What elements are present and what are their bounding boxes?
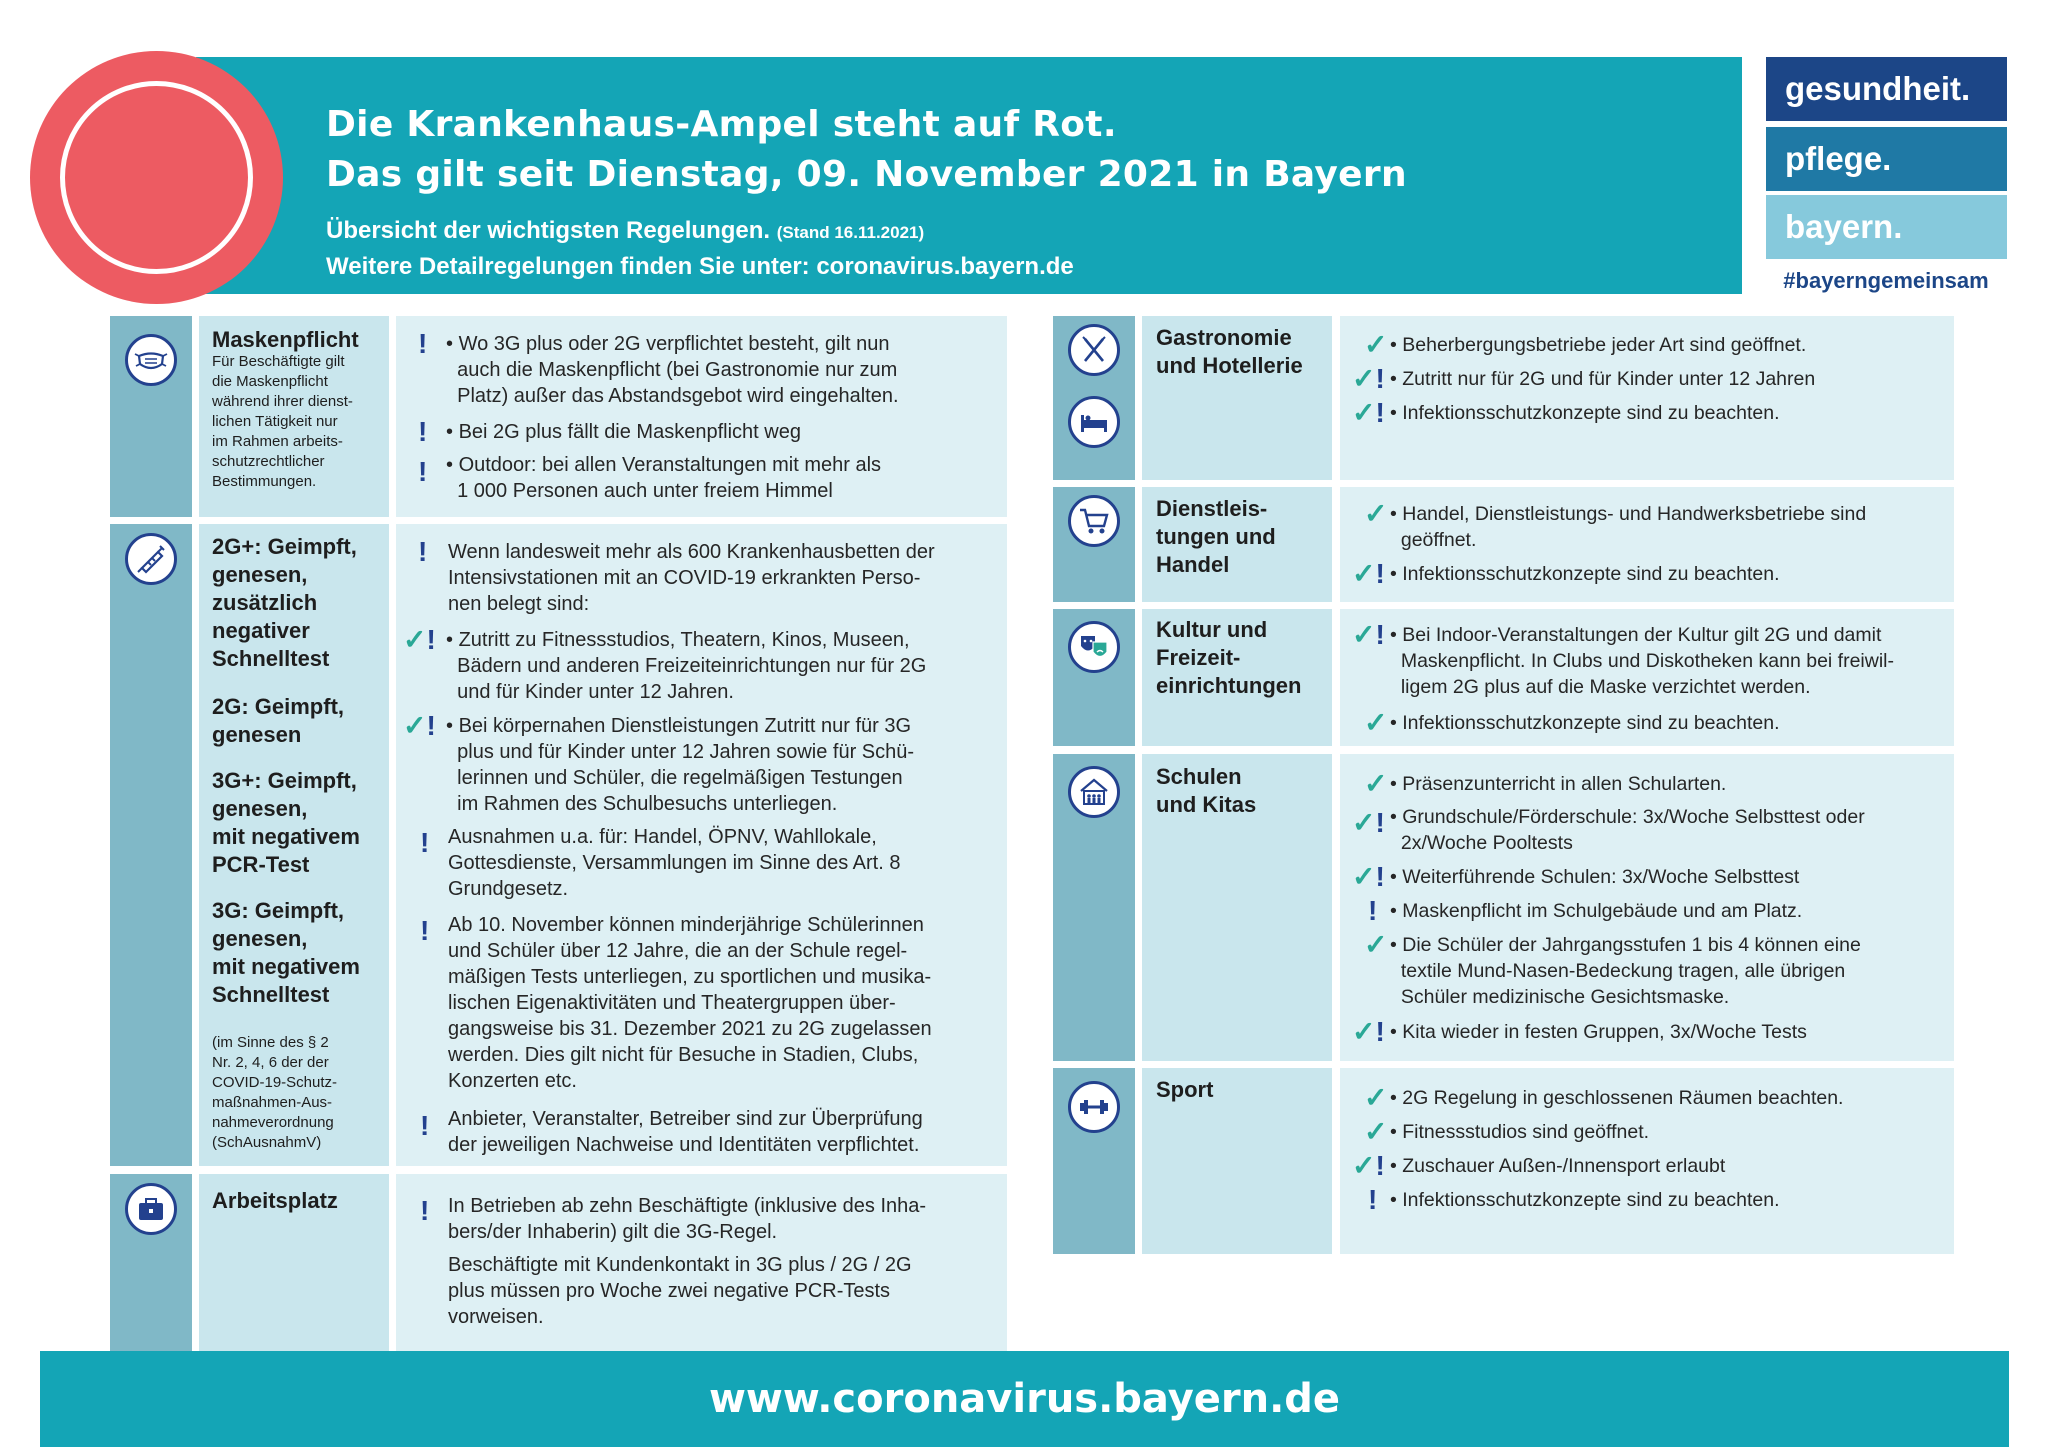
gastro-item-1: • Beherbergungsbetriebe jeder Art sind geöffnet. (1390, 334, 1807, 356)
check-excl-mark: ✓! (1352, 363, 1385, 394)
subtitle: Übersicht der wichtigsten Regelungen. (Stand 16.11.2021) (326, 217, 925, 244)
check-excl-mark: ✓! (403, 710, 436, 741)
gastro-item-2: • Zutritt nur für 2G und für Kinder unter 12 Jahren (1390, 368, 1816, 390)
zugang-para-1: Ausnahmen u.a. für: Handel, ÖPNV, Wahllokale, Gottesdienste, Versammlungen im Sinne des Art. 8 Grundgesetz. (448, 826, 901, 900)
footer-url[interactable]: www.coronavirus.bayern.de (708, 1376, 1341, 1422)
excl-mark: ! (1368, 895, 1378, 926)
cutlery-icon (1068, 324, 1120, 376)
hashtag: #bayerngemeinsam (1783, 268, 1989, 293)
masken-title: Maskenpflicht (212, 327, 359, 352)
zugang-title-3gplus: 3G+: Geimpft, genesen, mit negativem PCR-Test (212, 768, 360, 877)
footer-band (40, 1351, 2009, 1447)
arbeit-title: Arbeitsplatz (212, 1188, 338, 1213)
dienst-item-1: • Handel, Dienstleistungs- und Handwerksbetriebe sind geöffnet. (1390, 503, 1867, 551)
header-text (326, 100, 1407, 284)
schulen-item-3: • Weiterführende Schulen: 3x/Woche Selbsttest (1390, 866, 1800, 888)
mask-icon (125, 334, 177, 386)
dumbbell-icon (1068, 1081, 1120, 1133)
masken-item-2: • Bei 2G plus fällt die Maskenpflicht weg (446, 421, 801, 443)
bed-icon (1068, 396, 1120, 448)
page-title (326, 100, 1407, 200)
excl-mark: ! (418, 328, 428, 359)
stand-date: (Stand 16.11.2021) (776, 223, 925, 242)
schulen-item-4: • Maskenpflicht im Schulgebäude und am Platz. (1390, 900, 1803, 922)
arbeit-para-2: Beschäftigte mit Kundenkontakt in 3G plus / 2G / 2G plus müssen pro Woche zwei negative PCR-Tests vorweisen. (448, 1254, 912, 1328)
check-mark: ✓ (1364, 707, 1388, 738)
excl-mark: ! (418, 456, 428, 487)
gastro-title: Gastronomie und Hotellerie (1156, 325, 1303, 378)
check-excl-mark: ✓! (1352, 558, 1385, 589)
traffic-light-red-icon (30, 51, 283, 304)
schulen-title: Schulen und Kitas (1156, 764, 1257, 817)
check-mark: ✓ (1364, 498, 1388, 529)
sport-item-2: • Fitnessstudios sind geöffnet. (1390, 1121, 1650, 1143)
masken-item-1: • Wo 3G plus oder 2G verpflichtet besteht, gilt nun auch die Maskenpflicht (bei Gastronomie nur zum Platz) außer das Abstandsgebot wird eingehalten. (446, 333, 899, 407)
sport-item-3: • Zuschauer Außen-/Innensport erlaubt (1390, 1155, 1726, 1177)
cart-icon (1068, 495, 1120, 547)
zugang-title-3g: 3G: Geimpft, genesen, mit negativem Schnelltest (212, 898, 360, 1007)
check-excl-mark: ✓! (1352, 619, 1385, 650)
excl-mark: ! (420, 1110, 430, 1141)
excl-mark: ! (418, 416, 428, 447)
logo-bayern: bayern. (1766, 195, 2007, 259)
check-excl-mark: ✓! (1352, 807, 1385, 838)
masken-item-3: • Outdoor: bei allen Veranstaltungen mit mehr als 1 000 Personen auch unter freiem Himmel (446, 454, 882, 502)
logo-pflege: pflege. (1766, 127, 2007, 191)
school-icon (1068, 766, 1120, 818)
zugang-bullet-2: • Bei körpernahen Dienstleistungen Zutritt nur für 3G plus und für Kinder unter 12 Jahren sowie für Schü- lerinnen und Schüler, die regelmäßigen Testungen im Rahmen des Schulbesuchs unterliegen. (446, 715, 915, 815)
zugang-icon-cell (110, 524, 192, 1166)
schulen-item-6: • Kita wieder in festen Gruppen, 3x/Woche Tests (1390, 1021, 1807, 1043)
check-excl-mark: ✓! (1352, 861, 1385, 892)
syringe-icon (125, 533, 177, 585)
zugang-title-2g: 2G: Geimpft, genesen (212, 694, 345, 747)
details-link-text: Weitere Detailregelungen finden Sie unter: coronavirus.bayern.de (326, 253, 1074, 280)
kultur-item-2: • Infektionsschutzkonzepte sind zu beachten. (1390, 712, 1780, 734)
masken-note: Für Beschäftigte gilt die Maskenpflicht während ihrer dienst- lichen Tätigkeit nur im Rahmen arbeits- schutzrechtlicher Bestimmungen. (212, 353, 353, 490)
check-excl-mark: ✓! (1352, 1016, 1385, 1047)
kultur-item-1: • Bei Indoor-Veranstaltungen der Kultur gilt 2G und damit Maskenpflicht. In Clubs und Diskotheken kann bei freiwil- ligem 2G plus auf die Maske verzichtet werden. (1390, 624, 1894, 698)
schulen-item-5: • Die Schüler der Jahrgangsstufen 1 bis 4 können eine textile Mund-Nasen-Bedeckung tragen, alle übrigen Schüler medizinische Gesichtsmaske. (1390, 934, 1861, 1008)
zugang-intro: Wenn landesweit mehr als 600 Krankenhausbetten der Intensivstationen mit an COVID-19 erkrankten Perso- nen belegt sind: (448, 541, 935, 615)
check-mark: ✓ (1364, 1082, 1388, 1113)
kultur-title: Kultur und Freizeit- einrichtungen (1156, 617, 1302, 698)
check-excl-mark: ✓! (403, 624, 436, 655)
excl-mark: ! (420, 827, 430, 858)
check-excl-mark: ✓! (1352, 397, 1385, 428)
excl-mark: ! (1368, 1184, 1378, 1215)
zugang-para-2: Ab 10. November können minderjährige Schülerinnen und Schüler über 12 Jahre, die an der Schule regel- mäßigen Tests unterliegen, zu sportlichen und musika- lischen Eigenaktivitäten und Theatergruppen über- gangsweise bis 31. Dezember 2021 zu 2G zugelassen werden. Dies gilt nicht für Besuche in Stadien, Clubs, Konzerten etc. (448, 914, 932, 1092)
check-mark: ✓ (1364, 929, 1388, 960)
excl-mark: ! (418, 536, 428, 567)
theater-masks-icon (1068, 621, 1120, 673)
check-mark: ✓ (1364, 1116, 1388, 1147)
dienst-title: Dienstleis- tungen und Handel (1156, 496, 1276, 577)
check-excl-mark: ✓! (1352, 1150, 1385, 1181)
check-mark: ✓ (1364, 768, 1388, 799)
gastro-item-3: • Infektionsschutzkonzepte sind zu beachten. (1390, 402, 1780, 424)
schulen-item-1: • Präsenzunterricht in allen Schularten. (1390, 773, 1727, 795)
zugang-bullet-1: • Zutritt zu Fitnessstudios, Theatern, Kinos, Museen, Bädern und anderen Freizeiteinrichtungen nur für 2G und für Kinder unter 12 Jahren. (446, 629, 927, 703)
sport-item-4: • Infektionsschutzkonzepte sind zu beachten. (1390, 1189, 1780, 1211)
sport-title: Sport (1156, 1077, 1214, 1102)
logo-gesundheit: gesundheit. (1766, 57, 2007, 121)
dienst-item-2: • Infektionsschutzkonzepte sind zu beachten. (1390, 563, 1780, 585)
briefcase-icon (125, 1183, 177, 1235)
zugang-note: (im Sinne des § 2 Nr. 2, 4, 6 der der COVID-19-Schutz- maßnahmen-Aus- nahmeverordnung (SchAusnahmV) (212, 1034, 338, 1151)
zugang-para-3: Anbieter, Veranstalter, Betreiber sind zur Überprüfung der jeweiligen Nachweise und Identitäten verpflichtet. (448, 1108, 923, 1156)
schulen-item-2: • Grundschule/Förderschule: 3x/Woche Selbsttest oder 2x/Woche Pooltests (1390, 806, 1865, 854)
zugang-title-2gplus: 2G+: Geimpft, genesen, zusätzlich negativer Schnelltest (212, 534, 357, 671)
excl-mark: ! (420, 1195, 430, 1226)
sport-item-1: • 2G Regelung in geschlossenen Räumen beachten. (1390, 1087, 1844, 1109)
excl-mark: ! (420, 915, 430, 946)
arbeit-para-1: In Betrieben ab zehn Beschäftigte (inklusive des Inha- bers/der Inhaberin) gilt die 3G-Regel. (448, 1195, 927, 1243)
check-mark: ✓ (1364, 329, 1388, 360)
title-line-1: Die Krankenhaus-Ampel steht auf Rot. (326, 104, 1117, 145)
title-line-2: Das gilt seit Dienstag, 09. November 2021 in Bayern (326, 154, 1407, 195)
